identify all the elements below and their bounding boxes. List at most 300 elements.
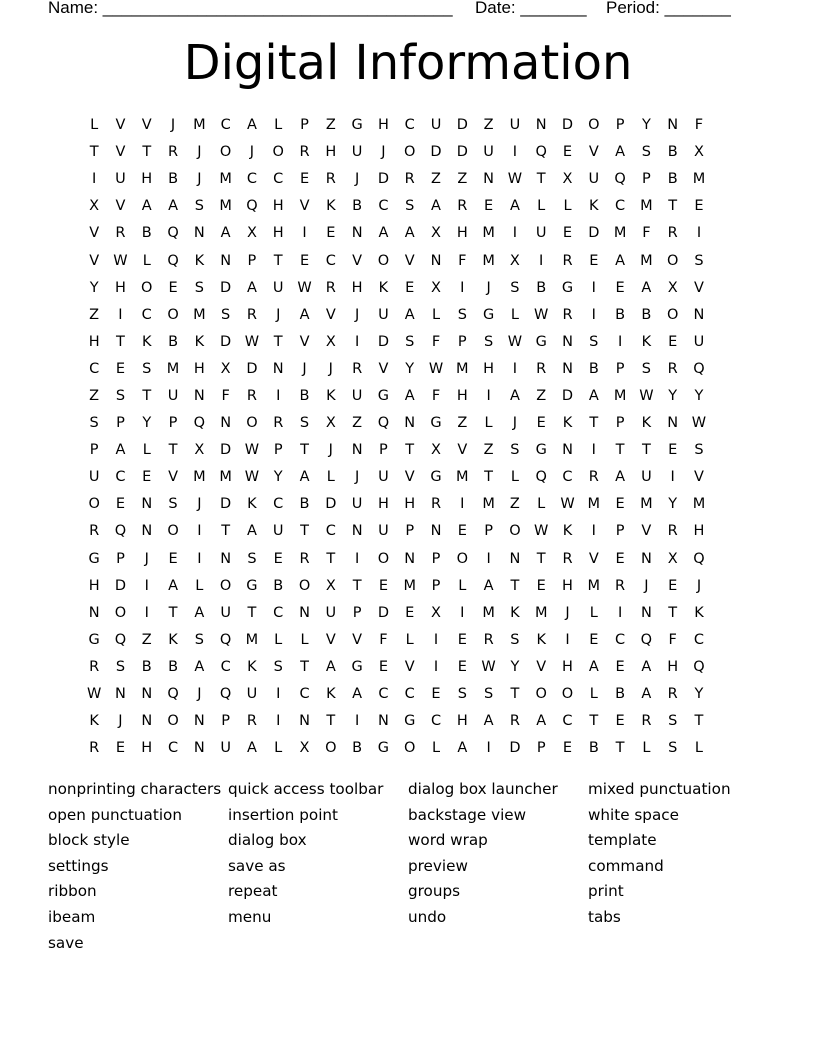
grid-letter: O xyxy=(666,252,679,269)
grid-letter: S xyxy=(168,496,178,513)
grid-letter: E xyxy=(168,550,178,567)
grid-letter: K xyxy=(141,333,152,350)
grid-letter: A xyxy=(299,469,310,486)
grid-letter: R xyxy=(562,550,573,567)
grid-letter: A xyxy=(588,658,599,675)
grid-letter: Z xyxy=(457,415,468,432)
grid-letter: I xyxy=(433,658,439,675)
grid-letter: N xyxy=(667,415,679,432)
grid-letter: R xyxy=(89,740,100,757)
grid-letter: Y xyxy=(668,496,678,513)
grid-letter: T xyxy=(116,333,125,350)
grid-letter: V xyxy=(378,360,389,377)
grid-letter: Q xyxy=(246,198,258,215)
grid-letter: T xyxy=(589,415,599,432)
grid-letter: B xyxy=(667,144,678,161)
grid-letter: A xyxy=(404,387,415,404)
grid-letter: W xyxy=(534,523,549,540)
grid-letter: L xyxy=(537,198,546,215)
grid-letter: Z xyxy=(352,415,363,432)
grid-letter: C xyxy=(299,686,310,703)
grid-letter: I xyxy=(486,550,491,567)
grid-letter: M xyxy=(640,198,653,215)
grid-letter: K xyxy=(510,604,520,621)
grid-letter: B xyxy=(588,360,599,377)
grid-letter: Q xyxy=(167,686,179,703)
word-list-item: block style xyxy=(48,831,130,850)
grid-letter: C xyxy=(562,469,573,486)
grid-letter: I xyxy=(565,631,570,648)
grid-letter: Y xyxy=(510,658,520,675)
grid-letter: S xyxy=(115,658,126,675)
grid-letter: W xyxy=(507,171,523,188)
grid-letter: H xyxy=(193,360,205,377)
grid-letter: A xyxy=(141,198,152,215)
grid-letter: S xyxy=(668,740,678,757)
grid-letter: O xyxy=(588,117,600,134)
grid-letter: A xyxy=(352,686,363,703)
grid-letter: V xyxy=(536,658,547,675)
grid-letter: N xyxy=(299,713,310,730)
grid-letter: T xyxy=(615,740,625,757)
grid-letter: F xyxy=(379,631,388,648)
grid-letter: R xyxy=(115,225,126,242)
grid-letter: H xyxy=(693,523,705,540)
grid-letter: I xyxy=(512,360,518,377)
grid-letter: K xyxy=(536,631,546,648)
grid-letter: R xyxy=(536,360,547,377)
grid-letter: R xyxy=(299,550,310,567)
grid-letter: J xyxy=(354,469,360,486)
grid-letter: X xyxy=(325,415,336,432)
grid-letter: H xyxy=(562,658,573,675)
grid-letter: J xyxy=(197,686,202,703)
grid-letter: A xyxy=(509,387,520,404)
grid-letter: J xyxy=(276,306,281,323)
grid-letter: N xyxy=(377,713,389,730)
grid-letter: P xyxy=(642,171,651,188)
grid-letter: Q xyxy=(219,686,232,703)
grid-letter: E xyxy=(115,740,126,757)
grid-letter: Q xyxy=(640,631,653,648)
grid-letter: A xyxy=(588,387,599,404)
grid-letter: B xyxy=(141,658,152,675)
grid-letter: Z xyxy=(141,631,152,648)
grid-letter: D xyxy=(220,279,232,296)
grid-letter: U xyxy=(351,144,363,161)
grid-letter: Q xyxy=(535,469,547,486)
grid-letter: L xyxy=(274,631,283,648)
grid-letter: E xyxy=(457,658,467,675)
grid-letter: L xyxy=(274,117,283,134)
grid-letter: I xyxy=(617,333,623,350)
grid-letter: K xyxy=(562,415,573,432)
word-list-item: undo xyxy=(408,908,447,926)
grid-letter: A xyxy=(431,198,441,215)
grid-letter: I xyxy=(276,387,281,404)
grid-letter: T xyxy=(484,469,494,486)
grid-letter: A xyxy=(615,469,626,486)
grid-letter: S xyxy=(142,360,152,377)
grid-row xyxy=(81,166,712,193)
grid-letter: A xyxy=(194,604,205,621)
word-list-item: white space xyxy=(588,805,679,824)
grid-letter: J xyxy=(381,144,386,161)
grid-letter: I xyxy=(591,279,596,296)
grid-letter: S xyxy=(510,631,520,648)
grid-letter: U xyxy=(272,279,284,296)
grid-letter: N xyxy=(193,387,205,404)
grid-letter: A xyxy=(246,117,257,134)
grid-letter: X xyxy=(431,225,441,242)
grid-letter: J xyxy=(644,577,649,594)
grid-letter: V xyxy=(115,198,126,215)
grid-letter: U xyxy=(220,604,231,621)
grid-letter: L xyxy=(142,442,151,459)
grid-letter: C xyxy=(430,713,442,730)
grid-letter: L xyxy=(431,740,441,757)
grid-letter: P xyxy=(352,604,362,621)
grid-letter: R xyxy=(404,171,415,188)
grid-letter: L xyxy=(589,686,598,703)
grid-letter: N xyxy=(88,604,100,621)
grid-letter: E xyxy=(668,333,678,350)
grid-letter: K xyxy=(694,604,704,621)
grid-letter: O xyxy=(114,604,127,621)
grid-letter: L xyxy=(510,306,519,323)
grid-letter: E xyxy=(378,577,388,594)
grid-letter: Q xyxy=(614,171,626,188)
grid-letter: C xyxy=(693,631,705,648)
grid-letter: F xyxy=(431,333,441,350)
grid-letter: P xyxy=(247,252,257,269)
grid-letter: T xyxy=(142,387,152,404)
grid-letter: A xyxy=(168,577,178,594)
grid-letter: V xyxy=(404,469,415,486)
word-list-item: tabs xyxy=(588,908,621,926)
grid-letter: P xyxy=(221,713,230,730)
grid-letter: A xyxy=(641,658,652,675)
word-list-item: repeat xyxy=(228,882,278,901)
word-list-item: insertion point xyxy=(228,805,338,824)
grid-letter: E xyxy=(615,279,625,296)
grid-letter: O xyxy=(509,523,521,540)
word-list-item: mixed punctuation xyxy=(588,780,731,798)
grid-letter: M xyxy=(613,387,627,404)
grid-row xyxy=(81,681,712,708)
word-list-item: dialog box launcher xyxy=(408,780,558,798)
grid-letter: B xyxy=(667,171,678,188)
grid-letter: S xyxy=(483,333,494,350)
grid-row xyxy=(81,627,712,654)
grid-letter: V xyxy=(588,144,599,161)
word-list-item: settings xyxy=(48,856,109,875)
grid-letter: F xyxy=(458,252,467,269)
grid-letter: R xyxy=(352,360,363,377)
grid-letter: G xyxy=(535,333,547,350)
word-list-item: preview xyxy=(408,856,468,875)
date-field[interactable]: Date: _______ xyxy=(475,0,587,17)
grid-letter: I xyxy=(197,550,202,567)
grid-letter: D xyxy=(114,577,127,594)
grid-row xyxy=(81,437,712,464)
grid-letter: T xyxy=(694,713,704,730)
grid-letter: V xyxy=(89,225,100,242)
grid-letter: O xyxy=(88,496,100,513)
grid-letter: M xyxy=(482,225,495,242)
grid-letter: G xyxy=(535,442,547,459)
grid-letter: Z xyxy=(483,442,494,459)
grid-letter: N xyxy=(115,686,126,703)
grid-letter: W xyxy=(428,360,444,377)
grid-letter: I xyxy=(617,604,623,621)
grid-letter: I xyxy=(197,523,202,540)
grid-letter: A xyxy=(115,442,126,459)
grid-letter: E xyxy=(378,658,388,675)
grid-letter: U xyxy=(378,469,389,486)
grid-letter: H xyxy=(272,225,284,242)
grid-letter: T xyxy=(247,604,257,621)
grid-letter: E xyxy=(115,360,126,377)
grid-letter: M xyxy=(482,252,495,269)
grid-letter: P xyxy=(615,523,625,540)
grid-letter: B xyxy=(615,686,626,703)
grid-letter: H xyxy=(141,171,153,188)
grid-letter: E xyxy=(457,631,467,648)
grid-letter: S xyxy=(457,306,467,323)
grid-letter: U xyxy=(272,523,284,540)
grid-letter: J xyxy=(197,496,202,513)
grid-letter: D xyxy=(456,144,468,161)
grid-letter: T xyxy=(326,550,336,567)
grid-letter: M xyxy=(640,496,653,513)
grid-letter: D xyxy=(325,496,337,513)
grid-letter: E xyxy=(615,550,625,567)
grid-letter: G xyxy=(88,631,100,648)
grid-letter: D xyxy=(509,740,521,757)
grid-row xyxy=(81,329,712,356)
grid-letter: P xyxy=(536,740,546,757)
grid-letter: G xyxy=(430,469,442,486)
grid-letter: R xyxy=(615,577,626,594)
grid-letter: P xyxy=(615,360,625,377)
grid-letter: R xyxy=(483,631,494,648)
grid-row xyxy=(81,600,712,627)
grid-letter: K xyxy=(247,496,257,513)
word-list-item: menu xyxy=(228,908,272,926)
grid-letter: B xyxy=(168,333,179,350)
grid-letter: R xyxy=(430,496,442,513)
grid-letter: L xyxy=(510,469,519,486)
grid-letter: Z xyxy=(89,306,100,323)
grid-letter: S xyxy=(221,306,231,323)
grid-letter: G xyxy=(351,658,363,675)
grid-letter: G xyxy=(404,713,416,730)
grid-letter: I xyxy=(276,686,281,703)
grid-letter: A xyxy=(641,686,652,703)
grid-row xyxy=(81,275,712,302)
grid-letter: O xyxy=(219,577,232,594)
grid-letter: X xyxy=(246,225,257,242)
grid-letter: D xyxy=(246,360,258,377)
grid-letter: V xyxy=(404,658,415,675)
grid-letter: I xyxy=(302,225,307,242)
grid-row xyxy=(81,518,712,545)
grid-letter: L xyxy=(405,631,414,648)
grid-letter: J xyxy=(512,415,518,432)
grid-letter: W xyxy=(560,496,575,513)
word-search-grid xyxy=(81,112,712,762)
grid-letter: U xyxy=(641,469,652,486)
grid-letter: C xyxy=(220,117,231,134)
grid-letter: H xyxy=(456,713,468,730)
grid-letter: X xyxy=(325,577,336,594)
grid-letter: F xyxy=(668,631,677,648)
period-field[interactable]: Period: _______ xyxy=(606,0,731,17)
grid-letter: O xyxy=(167,713,179,730)
grid-letter: B xyxy=(641,306,652,323)
grid-letter: S xyxy=(641,144,651,161)
grid-letter: T xyxy=(273,333,283,350)
grid-row xyxy=(81,193,712,220)
grid-letter: X xyxy=(562,171,573,188)
grid-letter: I xyxy=(696,225,702,242)
grid-letter: T xyxy=(168,442,178,459)
grid-letter: P xyxy=(116,550,125,567)
grid-letter: Y xyxy=(694,686,704,703)
grid-letter: L xyxy=(484,415,493,432)
grid-letter: M xyxy=(482,604,495,621)
grid-letter: N xyxy=(193,225,205,242)
grid-letter: T xyxy=(300,523,309,540)
grid-letter: G xyxy=(482,306,495,323)
grid-letter: R xyxy=(325,171,336,188)
grid-letter: V xyxy=(141,117,152,134)
grid-letter: M xyxy=(482,496,495,513)
grid-letter: M xyxy=(456,469,469,486)
grid-row xyxy=(81,247,712,274)
grid-row xyxy=(81,410,712,437)
word-list-item: groups xyxy=(408,882,461,901)
grid-letter: A xyxy=(536,713,547,730)
grid-letter: X xyxy=(667,550,678,567)
grid-letter: T xyxy=(273,252,283,269)
grid-letter: T xyxy=(326,713,336,730)
grid-letter: V xyxy=(457,442,468,459)
grid-letter: I xyxy=(591,523,596,540)
grid-letter: S xyxy=(510,279,520,296)
grid-letter: J xyxy=(565,604,570,621)
grid-letter: L xyxy=(458,577,467,594)
grid-letter: E xyxy=(299,171,310,188)
grid-letter: A xyxy=(404,225,415,242)
grid-letter: V xyxy=(325,631,336,648)
grid-row xyxy=(81,383,712,410)
grid-letter: A xyxy=(483,577,494,594)
grid-letter: E xyxy=(589,631,599,648)
grid-letter: H xyxy=(667,658,679,675)
grid-letter: E xyxy=(562,225,573,242)
grid-letter: R xyxy=(509,713,520,730)
grid-letter: M xyxy=(166,360,180,377)
grid-letter: L xyxy=(589,604,598,621)
grid-letter: A xyxy=(246,523,257,540)
grid-letter: E xyxy=(562,740,573,757)
grid-letter: Q xyxy=(693,658,705,675)
grid-letter: V xyxy=(694,279,704,296)
grid-letter: A xyxy=(615,252,626,269)
grid-letter: R xyxy=(273,415,284,432)
grid-letter: O xyxy=(141,279,153,296)
grid-letter: N xyxy=(562,360,573,377)
grid-letter: I xyxy=(512,225,518,242)
grid-letter: U xyxy=(483,144,494,161)
grid-letter: S xyxy=(668,713,678,730)
grid-letter: S xyxy=(694,252,704,269)
grid-letter: C xyxy=(273,604,284,621)
grid-letter: E xyxy=(694,198,704,215)
grid-letter: T xyxy=(89,144,99,161)
grid-letter: N xyxy=(483,171,495,188)
grid-letter: G xyxy=(430,415,442,432)
grid-letter: B xyxy=(615,306,626,323)
grid-letter: S xyxy=(694,442,704,459)
grid-letter: T xyxy=(536,171,546,188)
grid-letter: M xyxy=(193,117,206,134)
grid-letter: C xyxy=(246,171,257,188)
grid-letter: H xyxy=(483,360,495,377)
grid-letter: N xyxy=(562,333,573,350)
grid-letter: S xyxy=(483,686,494,703)
grid-letter: K xyxy=(194,333,205,350)
grid-letter: X xyxy=(431,442,441,459)
grid-row xyxy=(81,708,712,735)
grid-letter: W xyxy=(691,415,707,432)
grid-letter: T xyxy=(589,713,599,730)
grid-letter: L xyxy=(537,496,546,513)
grid-row xyxy=(81,735,712,762)
grid-letter: R xyxy=(89,523,100,540)
word-list-item: nonprinting characters xyxy=(48,780,222,798)
grid-letter: N xyxy=(404,550,416,567)
grid-letter: M xyxy=(613,225,627,242)
grid-letter: K xyxy=(641,415,652,432)
grid-letter: N xyxy=(351,523,363,540)
grid-letter: I xyxy=(144,577,149,594)
grid-letter: C xyxy=(378,198,389,215)
grid-letter: Z xyxy=(536,387,547,404)
grid-letter: O xyxy=(167,306,179,323)
grid-letter: E xyxy=(615,658,625,675)
grid-letter: B xyxy=(352,198,363,215)
grid-row xyxy=(81,546,712,573)
grid-letter: A xyxy=(641,279,652,296)
grid-letter: P xyxy=(431,550,441,567)
name-field[interactable]: Name: _____________________________________ xyxy=(48,0,453,17)
grid-letter: N xyxy=(272,360,284,377)
grid-letter: L xyxy=(326,469,335,486)
grid-letter: D xyxy=(430,144,442,161)
grid-letter: N xyxy=(141,686,153,703)
grid-letter: I xyxy=(591,306,596,323)
grid-letter: P xyxy=(300,117,309,134)
grid-letter: N xyxy=(562,442,573,459)
grid-letter: K xyxy=(89,713,99,730)
grid-letter: G xyxy=(88,550,100,567)
grid-letter: K xyxy=(326,198,336,215)
grid-letter: C xyxy=(220,658,231,675)
grid-letter: D xyxy=(456,117,468,134)
